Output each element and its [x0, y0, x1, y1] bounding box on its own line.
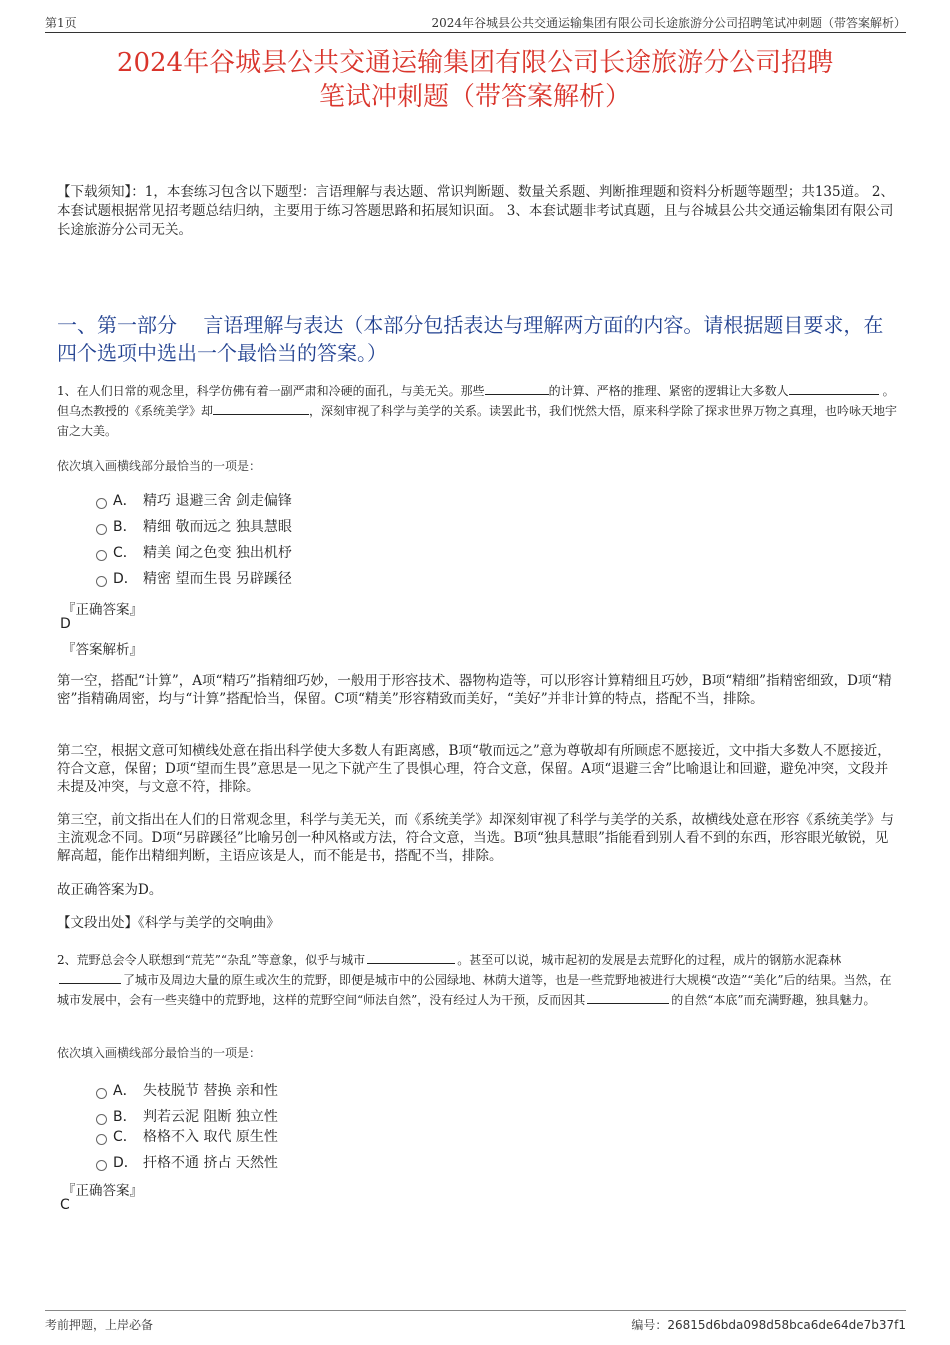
answer-value: C — [60, 1197, 70, 1213]
answer-label: 『正确答案』 — [62, 602, 143, 618]
option-d[interactable]: D． 精密 望而生畏 另辟蹊径 — [96, 568, 292, 588]
header-doc-title: 2024年谷城县公共交通运输集团有限公司长途旅游分公司招聘笔试冲刺题（带答案解析） — [431, 16, 906, 30]
blank — [59, 971, 121, 984]
radio-icon[interactable] — [96, 1088, 107, 1099]
page-header — [45, 12, 906, 33]
title-line-2: 笔试冲刺题（带答案解析） — [318, 82, 631, 112]
page-footer — [45, 1310, 906, 1335]
blank — [485, 382, 549, 395]
radio-icon[interactable] — [96, 576, 107, 587]
option-b[interactable]: B． 精细 敬而远之 独具慧眼 — [96, 516, 292, 536]
question-2-text: 2、荒野总会令人联想到“荒芜”“杂乱”等意象，似乎与城市 。甚至可以说，城市起初的发展是去荒野化的过程，成片的钢筋水泥森林了城市及周边大量的原生或次生的荒野，即便是城市中的公园绿地、林荫大道等，也是一些荒野地被进行大规模“改造”“美化”后的结果。当然，在城市发展中，会有一些夹缝中的荒野地，这样的荒野空间“师法自然”，没有经过人为干预，反而因其 的自然“本底”而充满野趣，独具魅力。 — [57, 953, 892, 1007]
analysis-paragraph-1: 第一空，搭配“计算”，A项“精巧”指精细巧妙，一般用于形容技术、器物构造等，可以形容计算精细且巧妙，B项“精细”指精密细致，D项“精密”指精确周密，均与“计算”搭配恰当，保留。C项“精美”形容精致而美好，“美好”并非计算的特点，搭配不当，排除。 — [57, 673, 892, 707]
blank — [587, 991, 669, 1004]
blank — [367, 951, 455, 964]
analysis-paragraph-3: 第三空，前文指出在人们的日常观念里，科学与美无关，而《系统美学》却深刻审视了科学与美学的关系，故横线处意在形容《系统美学》与主流观念不同。D项“另辟蹊径”比喻另创一种风格或方法，符合文意，当选。B项“独具慧眼”指能看到别人看不到的东西，形容眼光敏锐，见解高超，能作出精细判断，主语应该是人，而不能是书，搭配不当，排除。 — [57, 812, 894, 864]
option-a[interactable]: A． 失枝脱节 替换 亲和性 — [96, 1080, 278, 1100]
source-citation: 【文段出处】《科学与美学的交响曲》 — [57, 915, 280, 931]
download-notice: 【下载须知】：1，本套练习包含以下题型：言语理解与表达题、常识判断题、数量关系题、判断推理题和资料分析题等题型；共135道。 2、本套试题根据常见招考题总结归纳，主要用于练习答题思路和拓展知识面。 3、本套试题非考试真题，且与谷城县公共交通运输集团有限公司长途旅游分公司无关。 — [57, 184, 894, 238]
radio-icon[interactable] — [96, 1114, 107, 1125]
answer-label: 『正确答案』 — [62, 1183, 143, 1199]
document-code: 编号：26815d6bda098d58bca6de64de7b37f1 — [631, 1318, 906, 1332]
question-1-prompt: 依次填入画横线部分最恰当的一项是： — [57, 459, 262, 473]
option-d[interactable]: D． 扞格不通 挤占 天然性 — [96, 1152, 278, 1172]
radio-icon[interactable] — [96, 1134, 107, 1145]
section-heading: 一、第一部分 言语理解与表达（本部分包括表达与理解两方面的内容。请根据题目要求，在四个选项中选出一个最恰当的答案。） — [57, 313, 884, 365]
answer-value: D — [60, 616, 71, 632]
analysis-paragraph-2: 第二空，根据文意可知横线处意在指出科学使大多数人有距离感，B项“敬而远之”意为尊敬却有所顾虑不愿接近，文中指大多数人不愿接近，符合文意，保留；D项“望而生畏”意思是一见之下就产生了畏惧心理，符合文意，保留。A项“退避三舍”比喻退让和回避，避免冲突，文段并未提及冲突，与文意不符，排除。 — [57, 743, 891, 795]
page-number: 第1页 — [45, 16, 77, 30]
radio-icon[interactable] — [96, 524, 107, 535]
question-2-prompt: 依次填入画横线部分最恰当的一项是： — [57, 1046, 262, 1060]
question-1-text: 1、在人们日常的观念里，科学仿佛有着一副严肃和冷硬的面孔，与美无关。那些 的计算、严格的推理、紧密的逻辑让大多数人 。但乌杰教授的《系统美学》却 ，深刻审视了科学与美学的关系。读罢此书，我们恍然大悟，原来科学除了探求世界万物之真理，也吟咏天地宇宙之大美。 — [57, 384, 898, 438]
radio-icon[interactable] — [96, 550, 107, 561]
blank — [213, 402, 309, 415]
radio-icon[interactable] — [96, 498, 107, 509]
option-b[interactable]: B． 判若云泥 阻断 独立性 — [96, 1106, 278, 1126]
footer-slogan: 考前押题，上岸必备 — [45, 1318, 154, 1332]
blank — [789, 382, 879, 395]
analysis-label: 『答案解析』 — [62, 642, 143, 658]
option-c[interactable]: C． 精美 闻之色变 独出机杼 — [96, 542, 292, 562]
analysis-conclusion: 故正确答案为D。 — [57, 882, 163, 898]
option-c[interactable]: C． 格格不入 取代 原生性 — [96, 1126, 278, 1146]
document-title — [40, 46, 910, 114]
radio-icon[interactable] — [96, 1160, 107, 1171]
option-a[interactable]: A． 精巧 退避三舍 剑走偏锋 — [96, 490, 292, 510]
title-line-1: 2024年谷城县公共交通运输集团有限公司长途旅游分公司招聘 — [116, 48, 834, 78]
